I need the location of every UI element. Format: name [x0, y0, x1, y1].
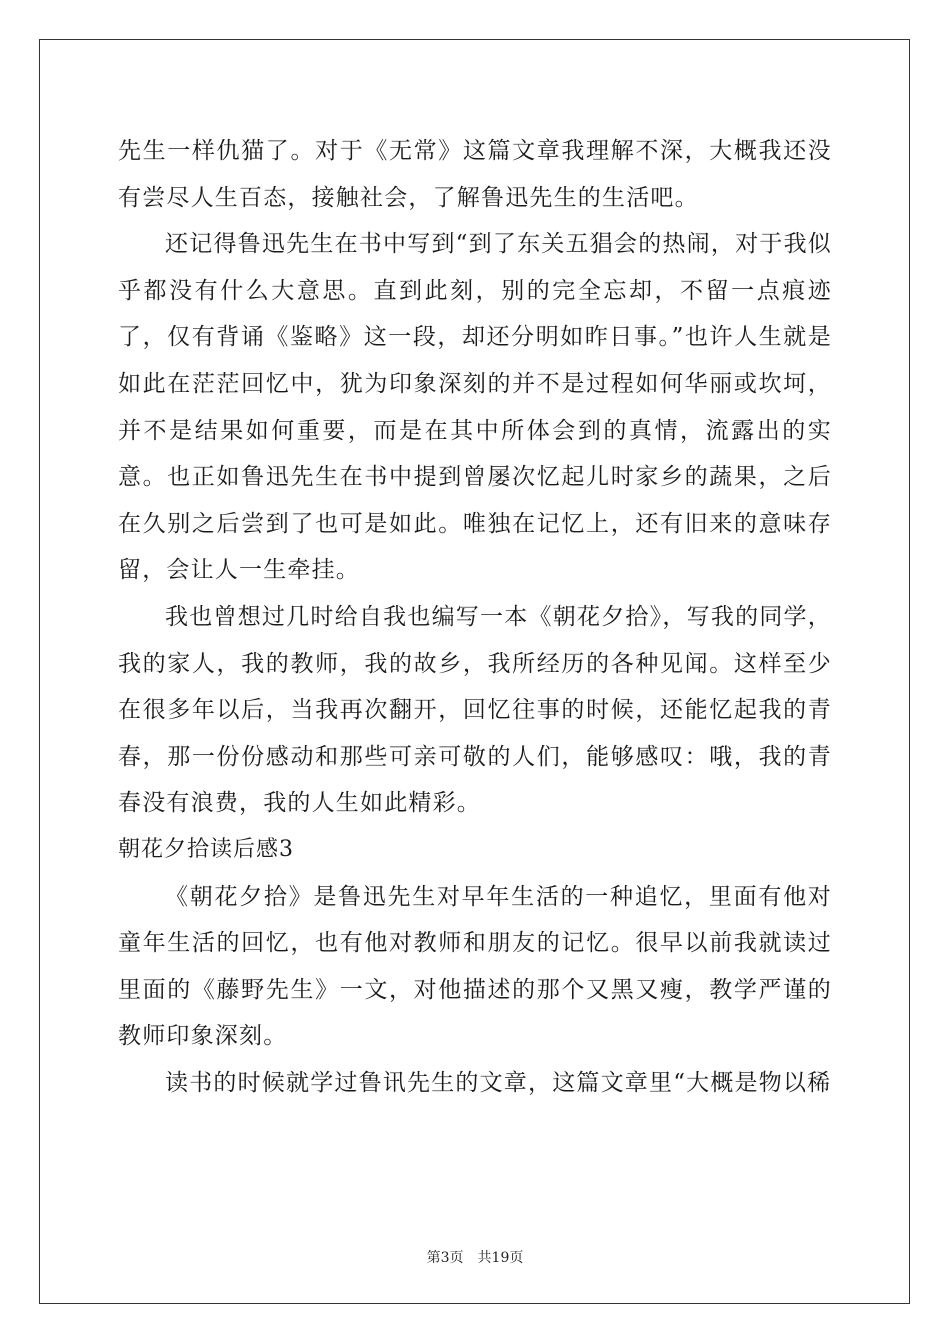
- paragraph-4: 《朝花夕拾》是鲁迅先生对早年生活的一种追忆，里面有他对童年生活的回忆，也有他对教师和朋友的记忆。很早以前我就读过里面的《藤野先生》一文，对他描述的那个又黑又瘦，教学严谨的教师印象深刻。: [118, 883, 832, 1050]
- document-body: [118, 128, 832, 1106]
- section-heading: 朝花夕拾读后感3: [118, 836, 294, 862]
- paragraph-3: 我也曾想过几时给自我也编写一本《朝花夕拾》，写我的同学，我的家人，我的教师，我的故乡，我所经历的各种见闻。这样至少在很多年以后，当我再次翻开，回忆往事的时候，还能忆起我的青春，那一份份感动和那些可亲可敬的人们，能够感叹：哦，我的青春没有浪费，我的人生如此精彩。: [118, 603, 832, 817]
- paragraph-2: 还记得鲁迅先生在书中写到“到了东关五猖会的热闹，对于我似乎都没有什么大意思。直到此刻，别的完全忘却，不留一点痕迹了，仅有背诵《鉴略》这一段，却还分明如昨日事。”也许人生就是如此在茫茫回忆中，犹为印象深刻的并不是过程如何华丽或坎坷，并不是结果如何重要，而是在其中所体会到的真情，流露出的实意。也正如鲁迅先生在书中提到曾屡次忆起儿时家乡的蔬果，之后在久别之后尝到了也可是如此。唯独在记忆上，还有旧来的意味存留，会让人一生牵挂。: [118, 231, 832, 584]
- page-total: 共19页: [477, 1250, 524, 1266]
- page-footer: [0, 1247, 950, 1267]
- paragraph-1: 先生一样仇猫了。对于《无常》这篇文章我理解不深，大概我还没有尝尽人生百态，接触社会，了解鲁迅先生的生活吧。: [118, 138, 832, 211]
- page-number: 第3页: [426, 1250, 464, 1266]
- paragraph-5: 读书的时候就学过鲁讯先生的文章，这篇文章里“大概是物以稀: [165, 1069, 832, 1096]
